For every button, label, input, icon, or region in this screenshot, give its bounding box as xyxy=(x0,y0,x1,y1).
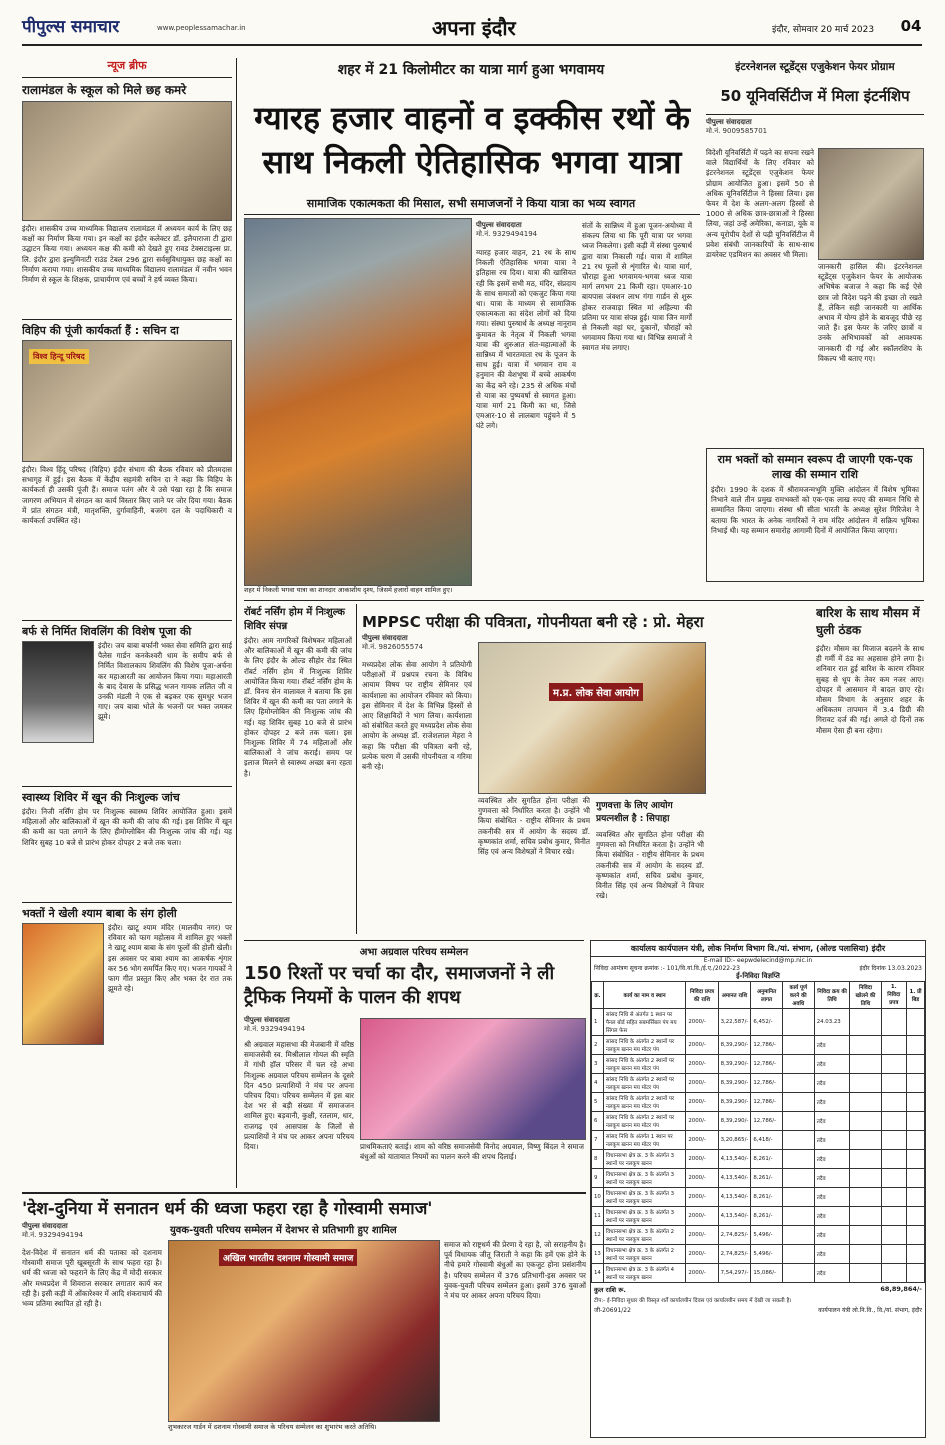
school-photo xyxy=(22,101,232,221)
table-cell xyxy=(850,1207,881,1226)
tender-column-header: कार्य पूर्ण करने की अवधि xyxy=(782,982,814,1009)
vhp-banner: विश्व हिन्दू परिषद xyxy=(29,349,89,364)
agrawal-body-2: प्राथमिकताएं बताई। शाम को वरिष्ठ समाजसेवी विनोद अग्रवाल, विष्णु बिंदल ने समाज बंधुओं को यातायात नियमों का पालन करने की शपथ दिलाई। xyxy=(360,1142,584,1162)
fair-kicker: इंटरनेशनल स्टूडेंट्स एजुकेशन फेयर प्रोग्राम xyxy=(735,61,895,73)
reporter-name: पीपुल्स संवाददाता xyxy=(476,221,522,229)
mppsc-body-3: व्यवस्थित और सुगठित होना परीक्षा की गुणवत्ता को निर्धारित करता है। उन्होंने भी किया संबोधित - राष्ट्रीय सेमिनार के प्रथम तकनीकी सत्र में आयोग के सदस्य डॉ. कृष्णकांत शर्मा, सचिव प्रबोध कुमार, विनीत सिंह एवं अन्य विशेषज्ञों ने विचार रखे। xyxy=(596,830,704,901)
table-cell: विधानसभा क्षेत्र क्र. 3 के अंतर्गत 3 स्थानों पर नलकूप खनन xyxy=(603,1207,685,1226)
table-cell xyxy=(881,1036,906,1055)
tender-signature: कार्यपालन यंत्री लो.नि.वि., वि./यां. संभाग, इंदौर xyxy=(818,1307,922,1314)
table-cell xyxy=(782,1036,814,1055)
paper-name: पीपुल्स समाचार xyxy=(22,17,120,37)
table-row xyxy=(592,1093,925,1112)
table-cell: विधानसभा क्षेत्र क्र. 3 के अंतर्गत 2 स्थानों पर नलकूप खनन xyxy=(603,1226,685,1245)
table-cell: 8,261/- xyxy=(751,1150,782,1169)
table-cell: 2000/- xyxy=(686,1188,718,1207)
page-number: 04 xyxy=(900,17,922,35)
masthead-rule xyxy=(22,44,922,46)
goswami-body-2: समाज को राष्ट्रधर्म की प्रेरणा दे रहा है, जो सराहनीय है। पूर्व विधायक जीतू जिराती ने कहा कि हमें एक होने के नीचे हमारे गोस्वामी बंधुओं का एकजुट होना प्रसंशनीय है। परिचय सम्मेलन में 376 प्रतिभागी-इस अवसर पर युवक-युवती परिचय सम्मेलन हुआ। इसमें 376 युवाओं ने मंच पर आकर अपना परिचय दिया। xyxy=(444,1240,586,1301)
table-cell: 2 xyxy=(592,1036,604,1055)
reporter-name: पीपुल्स संवाददाता xyxy=(706,118,752,126)
brief-text: इंदौर। शासकीय उच्च माध्यमिक विद्यालय रालामंडल में अध्ययन कार्य के लिए छह कक्षों का निर्माण किया गया। इन कक्षों का इंदौर कलेक्टर डॉ. इलैयाराजा टी द्वारा उद्घाटन किया गया। अध्ययन कक्ष की कमी को देखते हुए रावड टेक्सटाइल्स प्रा. लि. इंदौर द्वारा इल्युमिनाटी राउंड टेबल 296 द्वारा सर्वसुविधायुक्त छह कक्षों का निर्माण कराया गया। शासकीय उच्च माध्यमिक विद्यालय रालामंडल में नवीन भवन निर्माण से स्कूल के शिक्षक, प्राचार्यगण एवं बच्चों ने हर्ष व्यक्त किया। xyxy=(22,224,232,285)
table-cell xyxy=(907,1226,925,1245)
reporter-name: पीपुल्स संवाददाता xyxy=(362,634,408,642)
table-cell: 8,261/- xyxy=(751,1207,782,1226)
table-cell xyxy=(881,1074,906,1093)
table-cell xyxy=(907,1055,925,1074)
table-row xyxy=(592,1009,925,1036)
mppsc-body: मध्यप्रदेश लोक सेवा आयोग ने प्रतियोगी परीक्षाओं में प्रश्नपत्र रचना के विविध आयाम विषय पर राष्ट्रीय सेमिनार एवं कार्यशाला का आयोजन रविवार को किया। इस सेमिनार में देश के विभिन्न हिस्सों से आए शिक्षाविदों ने भाग लिया। कार्यशाला को संबोधित करते हुए मध्यप्रदेश लोक सेवा आयोग के अध्यक्ष डॉ. राजेशलाल मेहरा ने कहा कि परीक्षा की पवित्रता बनी रहे, प्रत्येक चरण में उसकी गोपनीयता व गरिमा बनी रहे। xyxy=(362,660,472,772)
table-cell xyxy=(850,1055,881,1074)
brief-headline: रालामंडल के स्कूल को मिले छह कमरे xyxy=(22,83,187,97)
brief-headline: भक्तों ने खेली श्याम बाबा के संग होली xyxy=(22,907,177,920)
reporter-phone: मो.नं. 9009585701 xyxy=(706,127,768,135)
tender-code: जी-20691/22 xyxy=(594,1307,631,1314)
table-cell xyxy=(907,1245,925,1264)
table-cell: 2000/- xyxy=(686,1245,718,1264)
table-cell xyxy=(782,1112,814,1131)
table-cell: तदैव xyxy=(814,1036,850,1055)
table-cell: 6,452/- xyxy=(751,1009,782,1036)
table-cell xyxy=(881,1112,906,1131)
lead-deck: सामाजिक एकात्मकता की मिसाल, सभी समाजजनों ने किया यात्रा का भव्य स्वागत xyxy=(306,197,636,210)
tender-email: E-mail ID:- eepwdelecind@mp.nic.in xyxy=(703,957,813,964)
fair-body: विदेशी यूनिवर्सिटी में पढ़ने का सपना रखने वाले विद्यार्थियों के लिए रविवार को इंटरनेशनल स्टूडेंट्स एजुकेशन फेयर प्रोग्राम आयोजित हुआ। इसमें 50 से अधिक यूनिवर्सिटीज ने हिस्सा लिया। इस फेयर में देश के अलग-अलग हिस्सों से 1000 से अधिक छात्र-छात्राओं ने हिस्सा लिया, जहां उन्हें अमेरिका, कनाडा, यूके व अन्य यूरोपीय देशों से पढ़ी यूनिवर्सिटीज में प्रवेश संबंधी जानकारियों के साथ-साथ डायरेक्ट एडमिशन का अवसर भी मिला। xyxy=(706,148,814,260)
table-cell: तदैव xyxy=(814,1074,850,1093)
mppsc-banner: म.प्र. लोक सेवा आयोग xyxy=(549,683,643,701)
reporter-name: पीपुल्स संवाददाता xyxy=(22,1222,68,1230)
reporter-phone: मो.नं. 9329494194 xyxy=(244,1025,306,1033)
table-cell: सांसद निधि के अंतर्गत 2 स्थानों पर नलकूप खनन मय मोटर पंप xyxy=(603,1112,685,1131)
table-row xyxy=(592,1036,925,1055)
column-divider xyxy=(236,58,237,1188)
tender-total-label: कुल राशि रू. xyxy=(594,1286,626,1294)
table-cell xyxy=(782,1150,814,1169)
weather-headline: बारिश के साथ मौसम में घुली ठंडक xyxy=(816,606,920,637)
tender-table xyxy=(591,981,925,1283)
shivling-photo xyxy=(22,641,94,743)
weather-story xyxy=(816,604,924,934)
table-cell xyxy=(782,1169,814,1188)
table-cell: 8,39,290/- xyxy=(718,1036,751,1055)
table-cell: तदैव xyxy=(814,1169,850,1188)
agrawal-kicker: अभा अग्रवाल परिचय सम्मेलन xyxy=(359,947,469,958)
table-cell: 2,74,825/- xyxy=(718,1245,751,1264)
lead-caption: शहर में निकली भगवा यात्रा का शानदार आकाशीय दृश्य, जिसमें हजारों वाहन शामिल हुए। xyxy=(244,586,453,594)
table-cell: 2000/- xyxy=(686,1055,718,1074)
agrawal-body: श्री अग्रवाल महासभा की मेजबानी में वरिष्ठ समाजसेवी स्व. मिश्रीलाल गोयल की स्मृति में गांधी हॉल परिसर में चल रहे अभा निःशुल्क अग्रवाल परिचय सम्मेलन के दूसरे दिन 450 प्रत्याशियों ने मंच पर अपना परिचय दिया। परिचय सम्मेलन में इस बार देश भर से बड़ी संख्या में समाजजन शामिल हुए। बड़वानी, कुक्षी, रतलाम, धार, राजगढ़ एवं आसपास के जिलों से प्रत्याशियों ने मंच पर आकर अपना परिचय दिया। xyxy=(244,1040,354,1152)
table-cell xyxy=(782,1226,814,1245)
tender-column-header: कार्य का नाम व स्थान xyxy=(603,982,685,1009)
table-cell: 7,54,297/- xyxy=(718,1264,751,1283)
reporter-phone: मो.नं. 9329494194 xyxy=(476,230,538,238)
table-cell: 2000/- xyxy=(686,1131,718,1150)
dateline: इंदौर, सोमवार 20 मार्च 2023 xyxy=(772,25,875,35)
table-cell xyxy=(907,1150,925,1169)
table-cell: 12,786/- xyxy=(751,1036,782,1055)
tender-column-header: अनुमानित लागत xyxy=(751,982,782,1009)
table-cell: विधानसभा क्षेत्र क्र. 3 के अंतर्गत 4 स्थानों पर नलकूप खनन xyxy=(603,1264,685,1283)
table-cell: तदैव xyxy=(814,1150,850,1169)
table-cell: 2000/- xyxy=(686,1150,718,1169)
table-cell xyxy=(782,1093,814,1112)
table-cell: विधानसभा क्षेत्र क्र. 3 के अंतर्गत 3 स्थानों पर नलकूप खनन xyxy=(603,1150,685,1169)
table-cell: 2000/- xyxy=(686,1112,718,1131)
goswami-headline: 'देश-दुनिया में सनातन धर्म की ध्वजा फहरा रहा है गोस्वामी समाज' xyxy=(22,1199,433,1219)
table-cell: 4,13,540/- xyxy=(718,1188,751,1207)
tender-title: कार्यालय कार्यपालन यंत्री, लोक निर्माण विभाग वि./यां. संभाग, (ओल्ड पलासिया) इंदौर xyxy=(591,941,925,957)
website: www.peoplessamachar.in xyxy=(157,24,246,32)
table-cell xyxy=(881,1055,906,1074)
robert-story xyxy=(244,604,352,934)
holi-photo xyxy=(22,923,104,1045)
robert-headline: रॉबर्ट नर्सिंग होम में निःशुल्क शिविर संपन्न xyxy=(244,607,345,632)
table-cell: सांसद निधि से अंतर्गत 1 स्थान पर पैनल बोर्ड सहित सबमर्सिबल पंप मय सिंगल फेस xyxy=(603,1009,685,1036)
weather-body: इंदौर। मौसम का मिजाज बदलने के साथ ही गर्मी में ठंड का अहसास होने लगा है। शनिवार रात हुई बारिश के कारण रविवार सुबह से धूप के तेवर कम नजर आए। दोपहर में आसमान में बादल छाए रहे। मौसम विभाग के अनुसार शहर के अधिकतम तापमान में 3.4 डिग्री की गिरावट दर्ज की गई। अगले दो दिनों तक मौसम ऐसा ही बना रहेगा। xyxy=(816,644,924,735)
table-cell: तदैव xyxy=(814,1055,850,1074)
fair-body-2: जानकारी हासिल की। इंटरनेशनल स्टूडेंट्स एजुकेशन फेयर के आयोजक अभिषेक बजाज ने कहा कि कई ऐसे छात्र जो विदेश पढ़ने की इच्छा तो रखते हैं, लेकिन सही जानकारी या आर्थिक अभाव में योग्य होने के बावजूद पीछे रह जाते हैं। इस फेयर के जरिए छात्रों व उनके अभिभावकों को आवश्यक जानकारी दी गई और स्कॉलरशिप के विकल्प भी बताए गए। xyxy=(818,262,922,363)
table-row xyxy=(592,1150,925,1169)
table-cell: तदैव xyxy=(814,1093,850,1112)
table-cell: तदैव xyxy=(814,1264,850,1283)
table-cell xyxy=(881,1093,906,1112)
table-cell: 4,13,540/- xyxy=(718,1169,751,1188)
tender-notice xyxy=(590,940,926,1438)
table-cell xyxy=(782,1245,814,1264)
table-cell: तदैव xyxy=(814,1188,850,1207)
lead-body-col1: ग्यारह हजार वाहन, 21 रथ के साथ निकली ऐतिहासिक भगवा यात्रा ने इतिहास रच दिया। यात्रा की खासियत रही कि इसमें सभी मठ, मंदिर, संप्रदाय के साथ समाजों को एकजुट किया गया था। यात्रा के माध्यम से सामाजिक एकात्मकता का संदेश लोगों को दिया गया। संस्था पुरुषार्थ के अध्यक्ष नानूराम कुमावत के नेतृत्व में निकली भगवा यात्रा की शुरुआत संत-महात्माओं के सान्निध्य में भारतमाता रथ के पूजन के साथ हुई। यात्रा में भगवान राम व हनुमान की वेशभूषा में बच्चे आकर्षण का केंद्र बने रहे। 235 से अधिक मंचों से यात्रा का पुष्पवर्षा से स्वागत हुआ। यात्रा मार्ग 21 किमी का था, जिसे एमआर-10 से लालबाग पहुंचने में 5 घंटे लगे। xyxy=(476,248,576,431)
lead-kicker: शहर में 21 किलोमीटर का यात्रा मार्ग हुआ भगवामय xyxy=(337,62,605,78)
table-cell xyxy=(782,1207,814,1226)
table-cell: 12,786/- xyxy=(751,1055,782,1074)
table-cell: 3 xyxy=(592,1055,604,1074)
masthead xyxy=(0,0,945,52)
brief-text: इंदौर। विश्व हिंदू परिषद (विहिप) इंदौर संभाग की बैठक रविवार को प्रीतमदास सभागृह में हुई। इस बैठक में केंद्रीय सहमंत्री सचिन दा ने कहा कि विहिप के कार्यकर्ता ही उसकी पूंजी हैं। समाज पतंग और ये उसे पंखा रहा है कि समाज जागरण अभियान में संगठन का कार्य विस्तार किए जाने पर जोर दिया गया। बैठक में प्रांत संगठन मंत्री, मातृशक्ति, दुर्गावाहिनी, बजरंग दल के पदाधिकारी व कार्यकर्ता उपस्थित रहे। xyxy=(22,465,232,526)
table-cell: 5 xyxy=(592,1093,604,1112)
table-cell xyxy=(881,1131,906,1150)
news-brief-tag: न्यूज ब्रीफ xyxy=(107,59,147,72)
table-cell xyxy=(907,1188,925,1207)
table-cell xyxy=(850,1009,881,1036)
table-cell: 15,086/- xyxy=(751,1264,782,1283)
brief-text: इंदौर। खाटू श्याम मंदिर (मालवीय नगर) पर रविवार को फाग महोत्सव में शामिल हुए भक्तों ने खाटू श्याम बाबा के संग फूलों की होली खेली। इस अवसर पर बाबा श्याम का आकर्षक शृंगार कर 56 भोग समर्पित किए गए। भजन गायकों ने फाग गीत प्रस्तुत किए और भक्त देर रात तक झूमते रहे। xyxy=(108,923,232,994)
goswami-photo xyxy=(168,1240,440,1422)
table-cell: सांसद निधि के अंतर्गत 2 स्थानों पर नलकूप खनन मय मोटर पंप xyxy=(603,1093,685,1112)
tender-column-header: निविदा क्रय की तिथि xyxy=(814,982,850,1009)
table-row xyxy=(592,1207,925,1226)
table-cell xyxy=(850,1150,881,1169)
table-cell: 3,22,587/- xyxy=(718,1009,751,1036)
table-cell: तदैव xyxy=(814,1112,850,1131)
table-row xyxy=(592,1188,925,1207)
lead-body-col2: संतों के सान्निध्य में हुआ पूजन-अयोध्या में संकल्प लिया था कि पूरी यात्रा पर भगवा ध्वज निकलेगा। इसी कड़ी में संस्था पुरुषार्थ द्वारा यात्रा निकाली गई। यात्रा में शामिल 21 रथ फूलों से शृंगारित थे। यात्रा मार्ग, चौराहा हुआ भगवामय-भगवा ध्वज यात्रा मार्ग लगभग 21 किमी रहा। एमआर-10 बायपास जंक्शन लाभ गंगा गार्डन से शुरू होकर राजवाड़ा स्थित मां अहिल्या की प्रतिमा पर यात्रा संपन्न हुई। यात्रा जिन मार्गों से निकली वहां घर, दुकानों, चौराहों को भगवामय किया गया था। विभिन्न समाजों ने स्वागत मंच लगाए। xyxy=(582,221,692,353)
table-cell: 8,39,290/- xyxy=(718,1093,751,1112)
goswami-body: देश-विदेश में सनातन धर्म की पताका को दशनाम गोस्वामी समाज पूरी खूबसूरती के साथ फहरा रहा है। धर्म की ध्वजा को फहराने के लिए केंद्र में मोदी सरकार और मध्यप्रदेश में शिवराज सरकार लगातार कार्य कर रही है। इसी कड़ी में ओंकारेश्वर में आदि शंकराचार्य की भव्य प्रतिमा स्थापित हो रही है। xyxy=(22,1248,162,1309)
table-cell: 8 xyxy=(592,1150,604,1169)
table-row xyxy=(592,1074,925,1093)
lead-byline xyxy=(476,221,576,239)
table-row xyxy=(592,1226,925,1245)
table-cell xyxy=(907,1207,925,1226)
mppsc-photo xyxy=(478,642,706,794)
robert-body: इंदौर। आम नागरिकों विशेषकर महिलाओं और बालिकाओं में खून की कमी की जांच के लिए इंदौर के ओल्ड सीहोर रोड स्थित रॉबर्ट नर्सिंग होम में निःशुल्क शिविर आयोजित किया गया। रॉबर्ट नर्सिंग होम के डॉ. विनय सेन वालावल ने बताया कि इस शिविर में खून की कमी का पता लगाने के लिए हिमोग्लोबिन की निःशुल्क जांच की गई। यह शिविर सुबह 10 बजे से प्रारंभ होकर दोपहर 2 बजे तक चला। इस निःशुल्क शिविर में 74 महिलाओं और बालिकाओं ने जांच कराई। समय पर इलाज मिलने से स्वास्थ्य अच्छा बना रहता है। xyxy=(244,636,352,778)
mppsc-subhead: गुणवत्ता के लिए आयोग प्रयत्नशील है : सिपाहा xyxy=(596,801,673,824)
brief-headline: बर्फ से निर्मित शिवलिंग की विशेष पूजा की xyxy=(22,625,192,638)
tender-column-header: क्र. xyxy=(592,982,604,1009)
goswami-banner: अखिल भारतीय दशनाम गोस्वामी समाज xyxy=(219,1249,357,1266)
table-cell: 2000/- xyxy=(686,1074,718,1093)
lead-headline: ग्यारह हजार वाहनों व इक्कीस रथों के साथ निकली ऐतिहासिक भगवा यात्रा xyxy=(254,99,690,181)
table-cell: 3,20,865/- xyxy=(718,1131,751,1150)
table-row xyxy=(592,1169,925,1188)
table-cell xyxy=(782,1131,814,1150)
table-cell: 8,39,290/- xyxy=(718,1112,751,1131)
table-cell: विधानसभा क्षेत्र क्र. 3 के अंतर्गत 2 स्थानों पर नलकूप खनन xyxy=(603,1245,685,1264)
table-cell: 7 xyxy=(592,1131,604,1150)
table-cell xyxy=(782,1188,814,1207)
table-cell: 14 xyxy=(592,1264,604,1283)
table-cell xyxy=(850,1245,881,1264)
tender-date: इंदौर दिनांक 13.03.2023 xyxy=(859,965,922,972)
agrawal-byline xyxy=(244,1016,354,1034)
table-cell: 1 xyxy=(592,1009,604,1036)
table-cell: 2000/- xyxy=(686,1226,718,1245)
tender-ref: निविदा आमंत्रण सूचना क्रमांक :- 101/वि.यां.वि./ई.ए./2022-23 xyxy=(594,965,740,972)
table-cell: 8,261/- xyxy=(751,1169,782,1188)
table-cell: 24.03.23 xyxy=(814,1009,850,1036)
table-row xyxy=(592,1055,925,1074)
table-cell: 12,786/- xyxy=(751,1093,782,1112)
tender-column-header: अमानत राशि xyxy=(718,982,751,1009)
brief-text: इंदौर। निजी नर्सिंग होम पर निःशुल्क स्वास्थ्य शिविर आयोजित हुआ। इसमें महिलाओं और बालिकाओं में खून की कमी की जांच की गई। इस शिविर में खून की कमी का पता लगाने के लिए हीमोग्लोबिन की निःशुल्क जांच की गई। यह शिविर सुबह 10 बजे से प्रारंभ होकर दोपहर 2 बजे तक चला। xyxy=(22,807,232,847)
table-cell xyxy=(881,1207,906,1226)
table-row xyxy=(592,1131,925,1150)
table-cell xyxy=(850,1093,881,1112)
section-title: अपना इंदौर xyxy=(432,16,516,40)
brief-headline: स्वास्थ्य शिविर में खून की निःशुल्क जांच xyxy=(22,791,180,804)
table-cell xyxy=(850,1036,881,1055)
table-cell: 2000/- xyxy=(686,1009,718,1036)
table-cell xyxy=(850,1074,881,1093)
table-cell: 6 xyxy=(592,1112,604,1131)
table-cell: 2,74,825/- xyxy=(718,1226,751,1245)
fair-byline xyxy=(706,118,826,136)
table-cell: तदैव xyxy=(814,1226,850,1245)
table-cell xyxy=(907,1009,925,1036)
brief-text: इंदौर। जय बाबा बर्फानी भक्त सेवा समिति द्वारा साई पैलेस गार्डन कनकेश्वरी धाम के समीप बर्फ से निर्मित विशालकाय शिवलिंग की विशेष पूजा-अर्चना कर महाआरती का आयोजन किया गया। महाआरती के बाद देवास के प्रसिद्ध भजन गायक ललित जी व उनकी मंडली ने एक से बढ़कर एक सुमधुर भजन गाए। जय बाबा भोले के भजनों पर भक्त जमकर झूमे। xyxy=(98,641,232,722)
brief-headline: विहिप की पूंजी कार्यकर्ता हैं : सचिन दा xyxy=(22,324,179,337)
fair-photo xyxy=(818,148,924,260)
tender-column-header: 1. प्री बिड xyxy=(907,982,925,1009)
table-cell: 11 xyxy=(592,1207,604,1226)
table-cell xyxy=(907,1112,925,1131)
table-cell xyxy=(782,1055,814,1074)
reporter-phone: मो.नं. 9826055574 xyxy=(362,643,424,651)
table-cell: 5,496/- xyxy=(751,1226,782,1245)
table-cell: 2000/- xyxy=(686,1207,718,1226)
rambhakt-body: इंदौर। 1990 के दशक में श्रीरामजन्मभूमि मुक्ति आंदोलन में विशेष भूमिका निभाने वाले तीन प्रमुख रामभक्तों को एक-एक लाख रुपए की सम्मान निधि से सम्मानित किया जाएगा। संस्था श्री सीता भारती के अध्यक्ष सुरेश गिरिजेश ने बताया कि भारत के अनेक नागरिकों ने राम मंदिर आंदोलन में सक्रिय भूमिका निभाई थी। यह सम्मान समारोह आगामी दिनों में आयोजित किया जाएगा। xyxy=(711,485,919,535)
table-cell: 4,13,540/- xyxy=(718,1150,751,1169)
table-cell: सांसद निधि के अंतर्गत 1 स्थान पर नलकूप खनन मय मोटर पंप xyxy=(603,1131,685,1150)
table-cell xyxy=(850,1264,881,1283)
table-cell xyxy=(881,1169,906,1188)
table-cell: 5,496/- xyxy=(751,1245,782,1264)
tender-heading: ई-निविदा विज्ञप्ति xyxy=(736,972,780,980)
table-cell xyxy=(907,1131,925,1150)
table-cell xyxy=(907,1264,925,1283)
table-cell xyxy=(850,1131,881,1150)
table-cell xyxy=(881,1150,906,1169)
table-cell xyxy=(881,1188,906,1207)
table-cell: विधानसभा क्षेत्र क्र. 3 के अंतर्गत 3 स्थानों पर नलकूप खनन xyxy=(603,1169,685,1188)
mppsc-body-2: व्यवस्थित और सुगठित होना परीक्षा की गुणवत्ता को निर्धारित करता है। उन्होंने भी किया संबोधित - राष्ट्रीय सेमिनार के प्रथम तकनीकी सत्र में आयोग के सदस्य डॉ. कृष्णकांत शर्मा, सचिव प्रबोध कुमार, विनीत सिंह एवं अन्य विशेषज्ञों ने विचार रखे। xyxy=(478,796,590,857)
table-cell: 6,418/- xyxy=(751,1131,782,1150)
table-cell xyxy=(850,1188,881,1207)
table-cell xyxy=(881,1226,906,1245)
table-cell: सांसद निधि के अंतर्गत 2 स्थानों पर नलकूप खनन मय मोटर पंप xyxy=(603,1036,685,1055)
table-cell: सांसद निधि के अंतर्गत 2 स्थानों पर नलकूप खनन मय मोटर पंप xyxy=(603,1055,685,1074)
table-cell: 12 xyxy=(592,1226,604,1245)
tender-column-header: निविदा प्रपत्र की राशि xyxy=(686,982,718,1009)
table-cell: 8,39,290/- xyxy=(718,1074,751,1093)
agrawal-headline: 150 रिश्तों पर चर्चा का दौर, समाजजनों ने ली ट्रैफिक नियमों के पालन की शपथ xyxy=(244,963,555,1008)
table-cell xyxy=(881,1009,906,1036)
table-cell: तदैव xyxy=(814,1131,850,1150)
table-cell xyxy=(850,1169,881,1188)
tender-footer: टीप:- ई-निविदा सुधार की विस्तृत शर्तें कार्यालयीन दिवस एवं कार्यालयीन समय में देखी जा सकती है। xyxy=(594,1298,792,1304)
goswami-caption: शुभकारज गार्डन में दशनाम गोस्वामी समाज के परिचय सम्मेलन का शुभारंभ करते अतिथि। xyxy=(168,1423,377,1431)
table-cell: 10 xyxy=(592,1188,604,1207)
rambhakt-box xyxy=(706,448,924,582)
table-cell: 8,261/- xyxy=(751,1188,782,1207)
table-cell xyxy=(782,1074,814,1093)
table-cell: 12,786/- xyxy=(751,1074,782,1093)
table-cell: 2000/- xyxy=(686,1036,718,1055)
rambhakt-headline: राम भक्तों को सम्मान स्वरूप दी जाएगी एक-एक लाख की सम्मान राशि xyxy=(717,453,913,481)
table-cell: विधानसभा क्षेत्र क्र. 3 के अंतर्गत 3 स्थानों पर नलकूप खनन xyxy=(603,1188,685,1207)
fair-headline: 50 यूनिवर्सिटीज में मिला इंटर्नशिप xyxy=(720,87,910,105)
table-cell: 12,786/- xyxy=(751,1112,782,1131)
goswami-deck: युवक-युवती परिचय सम्मेलन में देशभर से प्रतिभागी हुए शामिल xyxy=(170,1225,397,1236)
goswami-byline xyxy=(22,1222,142,1240)
table-cell xyxy=(850,1112,881,1131)
tender-column-header: 1. निविदा प्रपत्र xyxy=(881,982,906,1009)
table-cell xyxy=(907,1169,925,1188)
agrawal-photo xyxy=(360,1018,586,1140)
table-cell: 2000/- xyxy=(686,1169,718,1188)
table-row xyxy=(592,1112,925,1131)
table-cell xyxy=(782,1264,814,1283)
table-row xyxy=(592,1264,925,1283)
table-cell: तदैव xyxy=(814,1245,850,1264)
table-cell xyxy=(782,1009,814,1036)
tender-column-header: निविदा खोलने की तिथि xyxy=(850,982,881,1009)
table-cell: 9 xyxy=(592,1169,604,1188)
tender-total: 68,89,864/- xyxy=(880,1285,922,1293)
vhp-photo xyxy=(22,340,232,462)
table-row xyxy=(592,1245,925,1264)
table-cell: 4,13,540/- xyxy=(718,1207,751,1226)
mppsc-byline xyxy=(362,634,472,652)
lead-photo xyxy=(244,218,472,586)
table-cell: सांसद निधि के अंतर्गत 2 स्थानों पर नलकूप खनन मय मोटर पंप xyxy=(603,1074,685,1093)
reporter-phone: मो.नं. 9329494194 xyxy=(22,1231,84,1239)
mppsc-headline: MPPSC परीक्षा की पवित्रता, गोपनीयता बनी रहे : प्रो. मेहरा xyxy=(362,613,704,631)
table-cell xyxy=(881,1264,906,1283)
table-cell: तदैव xyxy=(814,1207,850,1226)
table-cell xyxy=(850,1226,881,1245)
table-cell xyxy=(881,1245,906,1264)
table-cell: 2000/- xyxy=(686,1093,718,1112)
table-cell xyxy=(907,1036,925,1055)
table-cell xyxy=(907,1093,925,1112)
table-cell: 8,39,290/- xyxy=(718,1055,751,1074)
table-cell: 4 xyxy=(592,1074,604,1093)
table-cell: 13 xyxy=(592,1245,604,1264)
table-cell: 2000/- xyxy=(686,1264,718,1283)
table-cell xyxy=(907,1074,925,1093)
reporter-name: पीपुल्स संवाददाता xyxy=(244,1016,290,1024)
left-column xyxy=(22,58,232,1188)
